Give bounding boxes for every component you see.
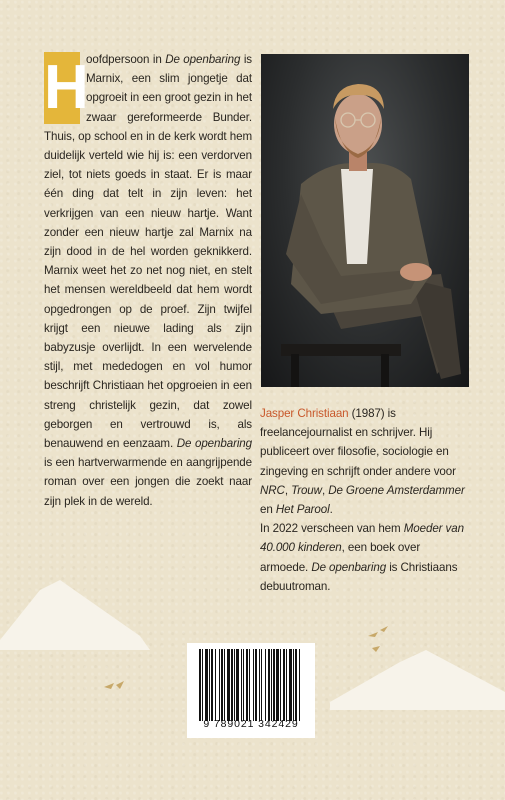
barcode-bar (209, 649, 210, 721)
author-portrait-illustration (261, 54, 469, 387)
barcode-bar (253, 649, 254, 721)
back-cover-blurb (44, 50, 252, 511)
barcode-bar (283, 649, 285, 721)
barcode-bars (187, 649, 315, 721)
barcode-bar (202, 649, 203, 721)
barcode-bar (280, 649, 281, 721)
barcode (187, 643, 315, 738)
barcode-bar (215, 649, 216, 721)
bio-paragraph-1: Jasper Christiaan (1987) is freelancejournalist en schrijver. Hij publiceert over filosofie, sociologie en zingeving en schrijft onder andere voor NRC, Trouw, De Groene Amsterdammer en Het Parool. (260, 407, 465, 517)
bird-icon (102, 679, 126, 693)
barcode-bar (276, 649, 279, 721)
barcode-bar (199, 649, 201, 721)
barcode-bar (268, 649, 270, 721)
blurb-paragraph: oofdpersoon in De openbaring is Marnix, een slim jongetje dat opgroeit in een groot gezin in het zwaar gereformeerde Bunder. Thuis, op school en in de kerk wordt hem duidelijk verteld wie hij is: een verdorven ziel, tot niets goeds in staat. Er is maar één ding dat telt in zijn leven: het verkrijgen van een nieuw hartje. Want zonder een nieuw hartje zal Marnix na zijn dood in de hel worden geknikkerd. Marnix weet het zo net nog niet, en stelt het mensen wereldbeeld dat hem wordt opgedrongen op de proef. Zijn twijfel krijgt een nieuwe lading als zijn babyzusje overlijdt. In een wervelende stijl, met mededogen en vol humor beschrijft Christiaan het opgroeien in een streng christelijk gezin, dat zowel geborgen en vertrouwd is, als benauwend en eenzaam. De openbaring is een hartverwarmende en aangrijpende roman over een jongen die zoekt naar zijn plek in de wereld. (44, 53, 252, 508)
author-bio (260, 404, 470, 596)
author-photo (261, 54, 469, 387)
bird-icon (362, 626, 392, 654)
barcode-bar (219, 649, 220, 721)
bio-paragraph-2: In 2022 verscheen van hem Moeder van 40.000 kinderen, een boek over armoede. De openbaring is Christiaans debuutroman. (260, 522, 464, 593)
barcode-bar (273, 649, 275, 721)
barcode-bar (224, 649, 225, 721)
barcode-bar (249, 649, 250, 721)
barcode-bar (241, 649, 242, 721)
barcode-bar (243, 649, 244, 721)
barcode-bar (205, 649, 208, 721)
barcode-bar (289, 649, 292, 721)
barcode-bar (299, 649, 300, 721)
barcode-bar (211, 649, 213, 721)
drop-cap: H (44, 53, 89, 122)
barcode-bar (286, 649, 287, 721)
barcode-bar (221, 649, 223, 721)
author-name: Jasper Christiaan (260, 407, 349, 420)
barcode-bar (236, 649, 239, 721)
barcode-bar (246, 649, 248, 721)
mountain-left-shape (0, 580, 150, 650)
barcode-bar (293, 649, 294, 721)
barcode-bar (295, 649, 297, 721)
barcode-bar (271, 649, 272, 721)
barcode-bar (259, 649, 260, 721)
barcode-bar (234, 649, 235, 721)
barcode-bar (265, 649, 266, 721)
isbn-number: 9 789021 342429 (203, 718, 299, 730)
barcode-bar (227, 649, 230, 721)
mountain-right-shape (330, 650, 505, 710)
barcode-bar (261, 649, 262, 721)
barcode-bar (255, 649, 257, 721)
barcode-bar (231, 649, 233, 721)
